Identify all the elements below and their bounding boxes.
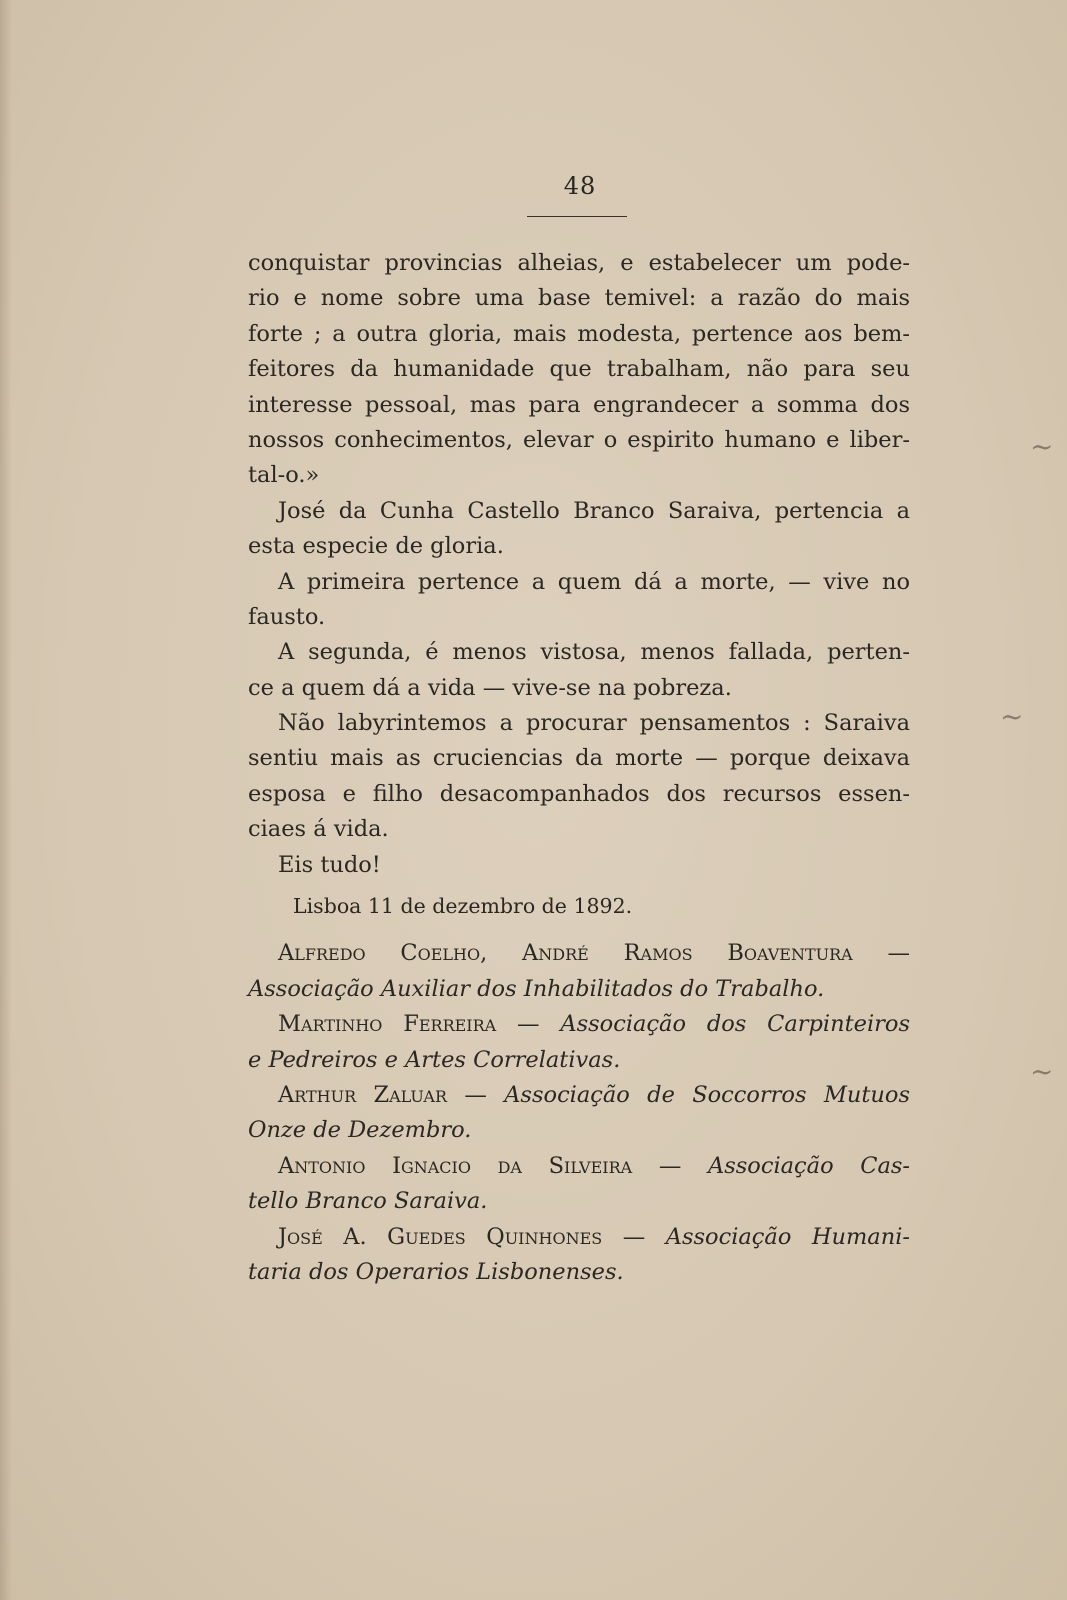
association-name: tello Branco Saraiva. — [248, 1188, 488, 1215]
body-line: esta especie de gloria. — [248, 533, 504, 560]
body-line: forte ; a outra gloria, mais modesta, pertence aos bem- — [248, 320, 910, 347]
association-name: Associação dos Carpinteiros — [560, 1011, 910, 1038]
signatory-line — [248, 1255, 910, 1290]
association-name: Associação Humani- — [665, 1223, 911, 1250]
body-line: tal-o.» — [248, 462, 320, 489]
body-line: rio e nome sobre uma base temivel: a razão do mais — [248, 285, 910, 312]
dash-separator: — — [496, 1011, 561, 1038]
body-line: nossos conhecimentos, elevar o espirito humano e liber- — [248, 426, 910, 453]
page-text — [248, 246, 910, 1290]
signatory-line — [248, 1113, 910, 1148]
page-edge-shadow — [0, 0, 12, 1600]
signatory-name: Arthur Zaluar — [278, 1081, 448, 1108]
ink-blot-mark: ~ — [1000, 700, 1024, 733]
dash-separator: — — [602, 1223, 666, 1250]
signatory-line — [248, 936, 910, 971]
date-line: Lisboa 11 de dezembro de 1892. — [293, 894, 633, 919]
body-line: interesse pessoal, mas para engrandecer a somma dos — [248, 391, 910, 418]
association-name: Onze de Dezembro. — [248, 1117, 472, 1144]
body-line: José da Cunha Castello Branco Saraiva, pertencia a — [278, 497, 910, 524]
signatory-name: Antonio Ignacio da Silveira — [278, 1152, 633, 1179]
ink-blot-mark: ~ — [1030, 430, 1054, 463]
body-line: feitores da humanidade que trabalham, não para seu — [248, 356, 910, 383]
body-line: fausto. — [248, 603, 326, 630]
spacer — [248, 924, 910, 936]
page-number-rule — [527, 216, 627, 217]
dash-separator: — — [852, 940, 910, 967]
body-line: ce a quem dá a vida — vive-se na pobreza. — [248, 674, 732, 701]
signatory-line — [248, 972, 910, 1007]
ink-blot-mark: ~ — [1030, 1055, 1054, 1088]
body-line: sentiu mais as cruciencias da morte — porque deixava — [248, 745, 910, 772]
association-name: e Pedreiros e Artes Correlativas. — [248, 1046, 621, 1073]
signatory-line — [248, 1184, 910, 1219]
page-number: 48 — [563, 172, 597, 200]
body-line: Não labyrintemos a procurar pensamentos : Saraiva — [278, 710, 910, 737]
signatory-name: José A. Guedes Quinhones — [278, 1223, 603, 1250]
association-name: Associação Cas- — [707, 1152, 911, 1179]
association-name: Associação Auxiliar dos Inhabilitados do Trabalho. — [248, 975, 825, 1002]
body-line: A primeira pertence a quem dá a morte, — vive no — [278, 568, 910, 595]
association-name: Associação de Soccorros Mutuos — [504, 1081, 910, 1108]
body-line: conquistar provincias alheias, e estabelecer um pode- — [248, 250, 910, 276]
signatory-line — [248, 1220, 910, 1255]
signatory-name: Martinho Ferreira — [278, 1011, 497, 1038]
association-name: taria dos Operarios Lisbonenses. — [248, 1258, 624, 1285]
signatory-line — [248, 1007, 910, 1042]
dash-separator: — — [632, 1152, 708, 1179]
dash-separator: — — [447, 1081, 505, 1108]
body-line: esposa e filho desacompanhados dos recursos essen- — [248, 780, 910, 807]
body-line: Eis tudo! — [278, 851, 381, 878]
body-line: ciaes á vida. — [248, 816, 389, 843]
signatory-name: Alfredo Coelho, André Ramos Boaventura — [278, 940, 853, 967]
signatory-line — [248, 1043, 910, 1078]
signatory-line — [248, 1078, 910, 1113]
signatory-line — [248, 1149, 910, 1184]
body-line: A segunda, é menos vistosa, menos fallada, perten- — [278, 639, 910, 666]
